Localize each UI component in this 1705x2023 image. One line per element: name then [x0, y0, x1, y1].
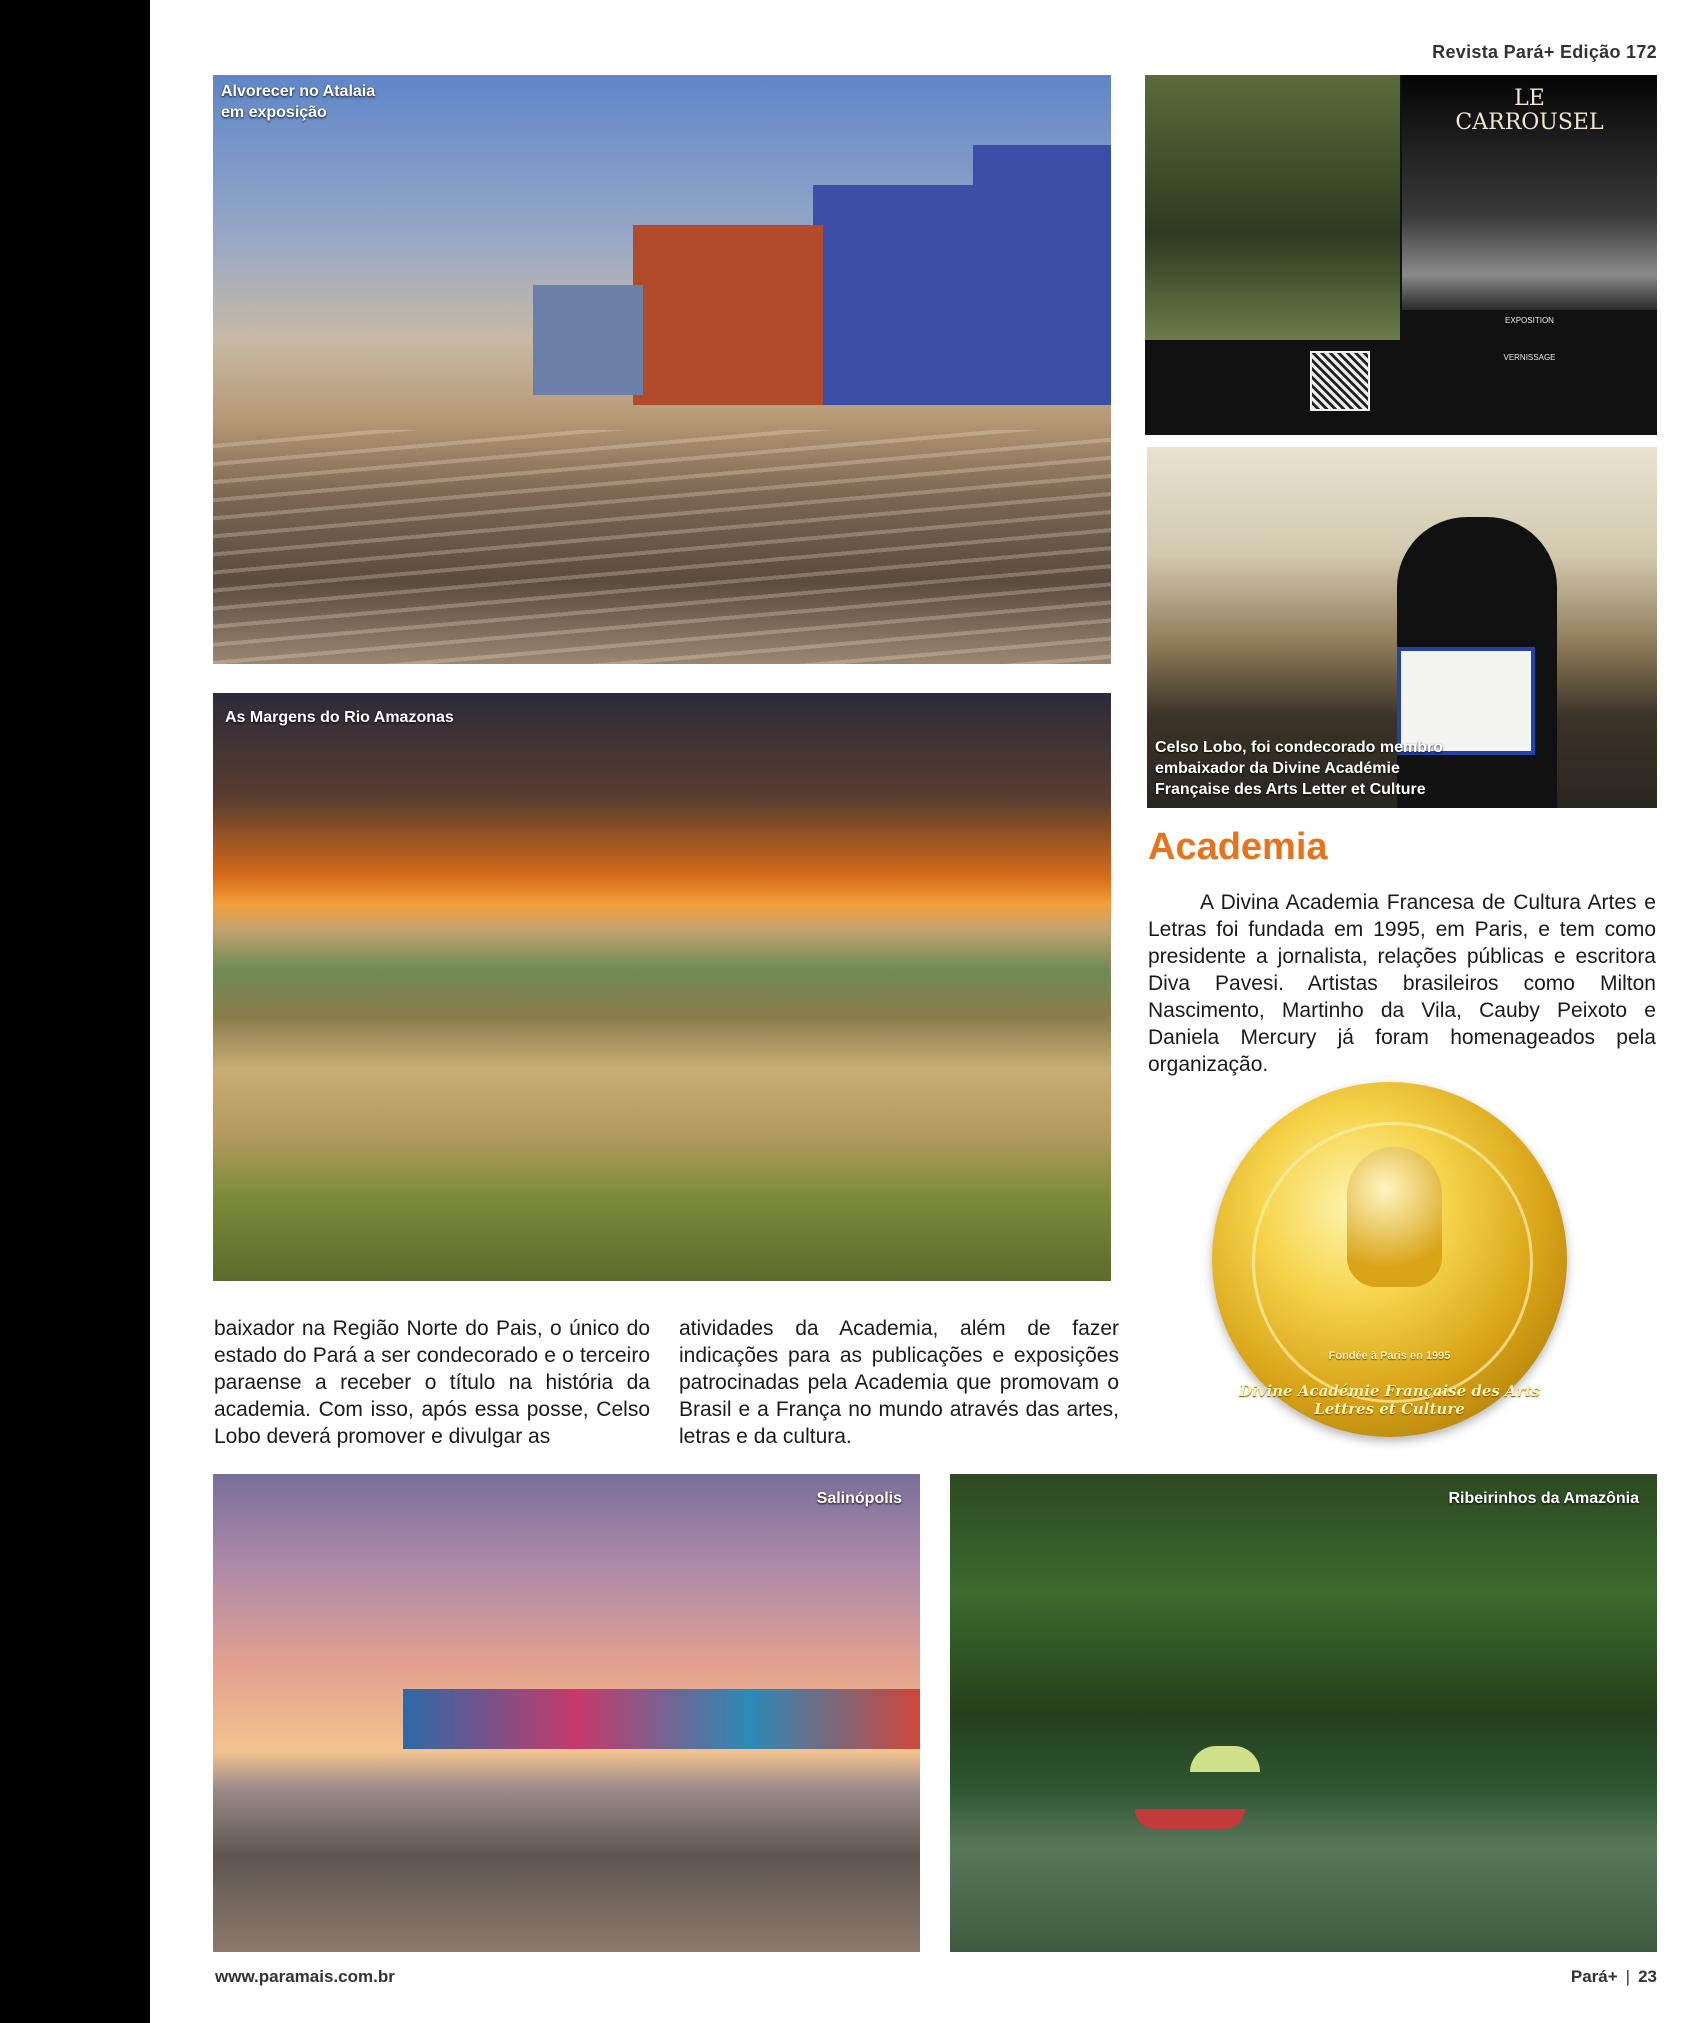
page-header: Revista Pará+ Edição 172	[1432, 42, 1657, 62]
academy-medal	[1212, 1082, 1567, 1437]
footer-separator: |	[1625, 1967, 1631, 1986]
academia-paragraph: A Divina Academia Francesa de Cultura Artes e Letras foi fundada em 1995, em Paris, e tem como presidente a jornalista, relações públicas e escritora Diva Pavesi. Artistas brasileiros como Milton Nascimento, Martinho da Vila, Cauby Peixoto e Daniela Mercury já foram homenageados pela organização.	[1148, 891, 1656, 1076]
caption-line: embaixador da Divine Académie	[1155, 760, 1400, 777]
stilt-house	[813, 185, 993, 405]
poster-logo	[1402, 87, 1657, 135]
exhibition-poster	[1145, 75, 1657, 435]
caption-line: Celso Lobo, foi condecorado membro	[1155, 739, 1444, 756]
footer-page-info	[1571, 1967, 1657, 1987]
caption-line: em exposição	[221, 104, 327, 121]
poster-contact-info	[1145, 343, 1400, 435]
photo-alvorecer-atalaia	[213, 75, 1111, 664]
photo-caption: As Margens do Rio Amazonas	[225, 709, 454, 726]
caption-line: Alvorecer no Atalaia	[221, 83, 376, 100]
logo-line: LE	[1514, 86, 1545, 111]
photo-caption: Ribeirinhos da Amazônia	[1448, 1490, 1639, 1507]
poster-canoe-photos	[1145, 75, 1400, 340]
logo-line: CARROUSEL	[1455, 110, 1604, 135]
article-column-2: atividades da Academia, além de fazer indicações para as publicações e exposições patrocinadas pela Academia que promovam o Brasil e a França no mundo através das artes, letras e da cultura.	[679, 1317, 1119, 1448]
page-number: 23	[1638, 1967, 1657, 1986]
photo-margens-rio-amazonas	[213, 693, 1111, 1281]
footer-website: www.paramais.com.br	[215, 1967, 395, 1986]
medal-portrait-icon	[1347, 1147, 1442, 1287]
black-margin-bar	[0, 0, 150, 2023]
photo-ribeirinhos-amazonia	[950, 1474, 1657, 1952]
photo-caption	[221, 81, 375, 123]
caption-line: Française des Arts Letter et Culture	[1155, 781, 1426, 798]
vernissage-title: VERNISSAGE	[1503, 353, 1556, 362]
photo-caption	[1155, 737, 1443, 800]
stilt-houses-row	[403, 1689, 920, 1749]
photo-celso-lobo	[1147, 447, 1657, 808]
expo-title: EXPOSITION	[1505, 316, 1554, 325]
sea-waves	[213, 430, 1111, 664]
medal-motto-text: Divine Académie Française des Arts Lettres et Culture	[1239, 1382, 1540, 1418]
stilt-house	[533, 285, 643, 395]
canoe	[1135, 1809, 1245, 1829]
umbrella	[1190, 1746, 1260, 1772]
stilt-house	[973, 145, 1111, 405]
section-title: Academia	[1148, 826, 1328, 868]
photo-salinopolis	[213, 1474, 920, 1952]
article-column-1: baixador na Região Norte do Pais, o único do estado do Pará a ser condecorado e o terceiro paraense a receber o título na história da academia. Com isso, após essa posse, Celso Lobo deverá promover e divulgar as	[214, 1317, 650, 1448]
photo-caption: Salinópolis	[816, 1490, 902, 1507]
poster-exposition-info	[1402, 315, 1657, 363]
qr-code-icon	[1310, 351, 1370, 411]
stilt-house	[633, 225, 823, 405]
medal-founded-text: Fondée à Paris en 1995	[1328, 1350, 1451, 1362]
footer-magazine: Pará+	[1570, 1967, 1618, 1986]
